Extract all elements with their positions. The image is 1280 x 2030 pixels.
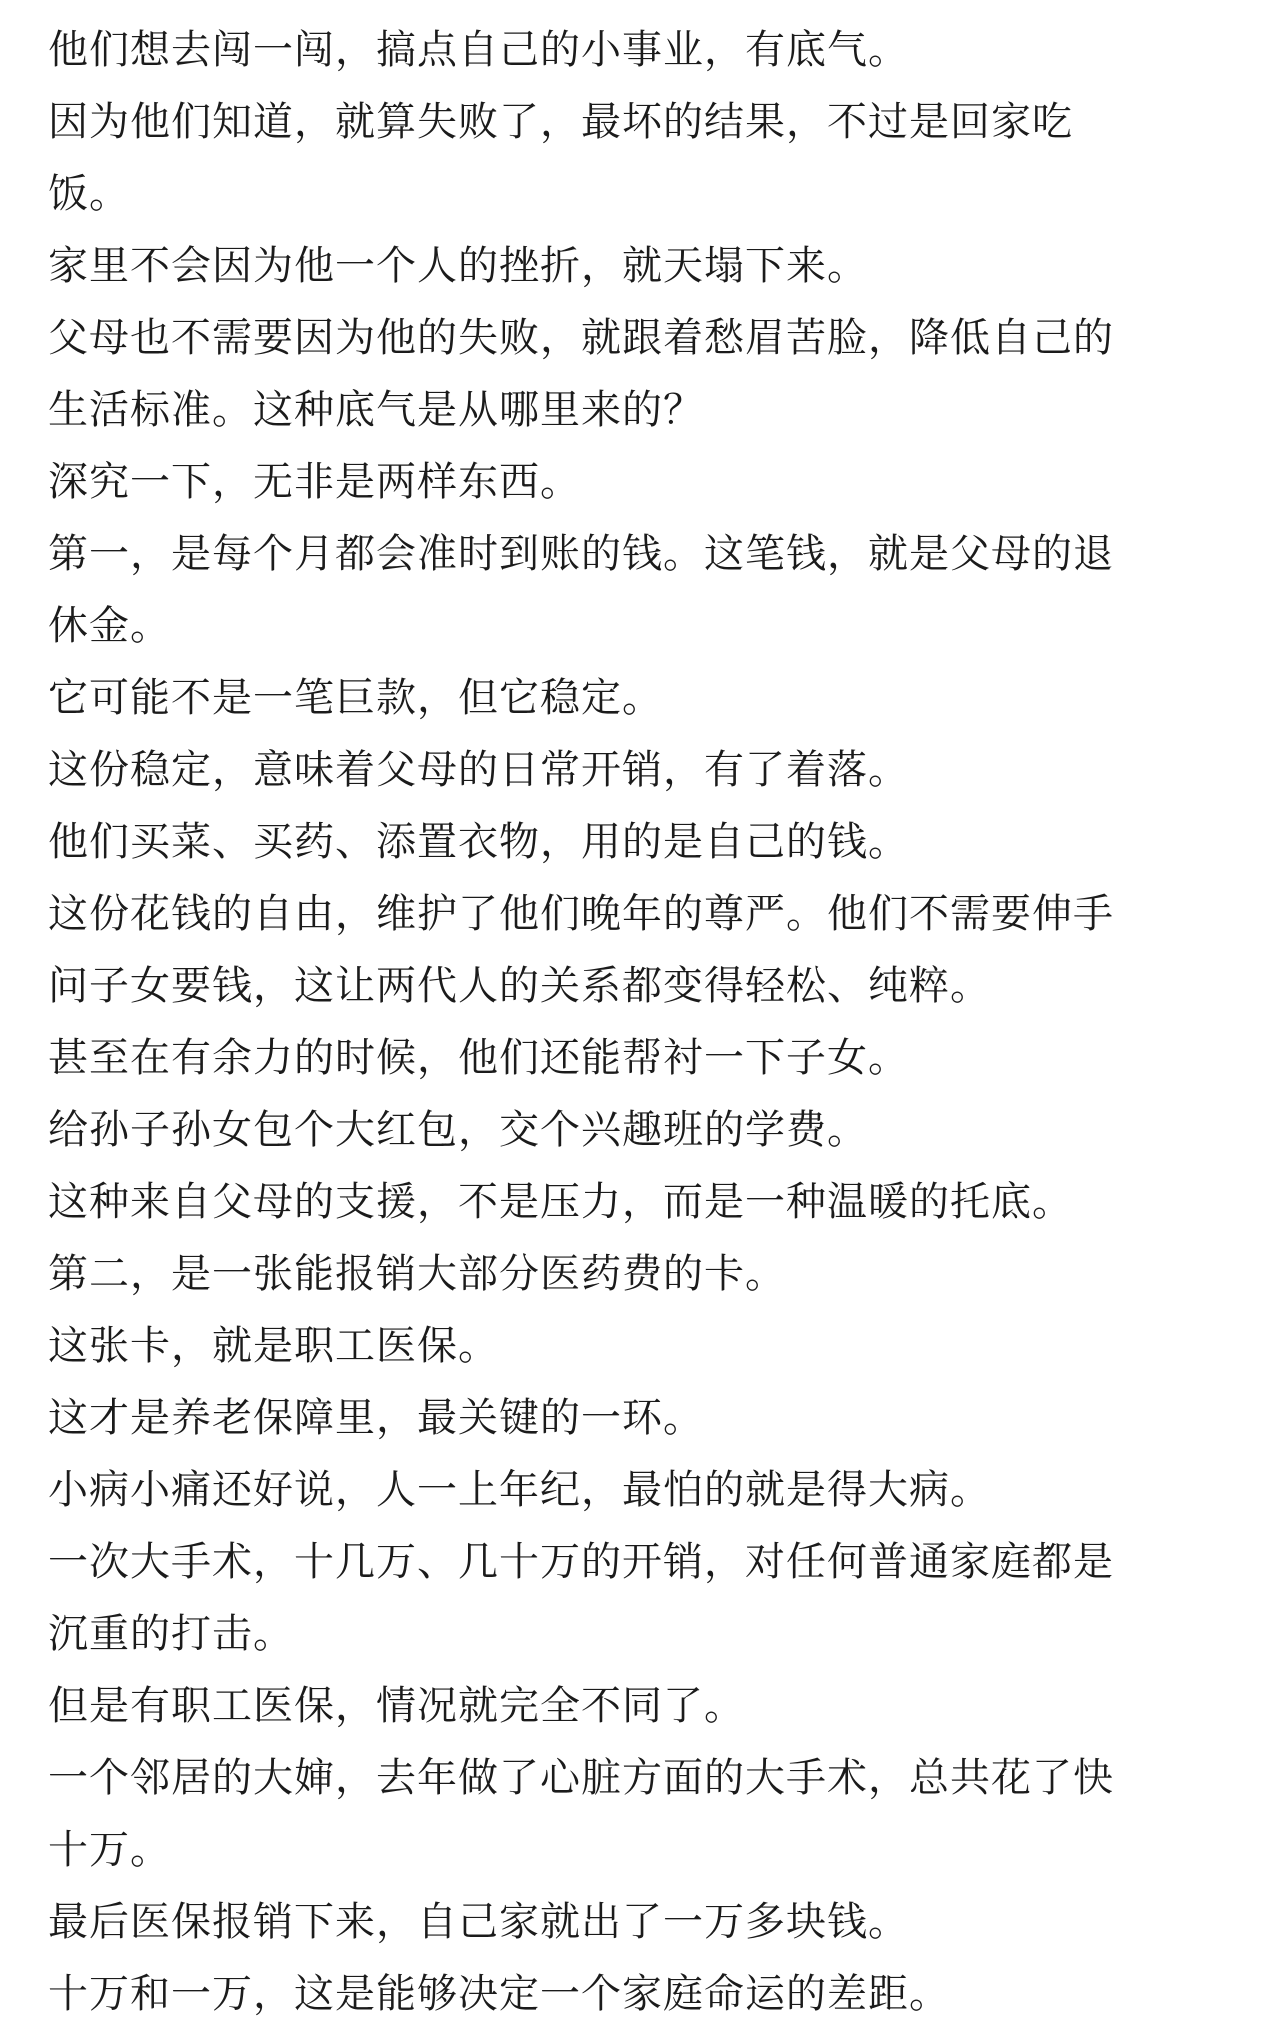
text-line: 这张卡，就是职工医保。 — [48, 1323, 499, 1369]
text-line: 但是有职工医保，情况就完全不同了。 — [48, 1683, 745, 1729]
text-line: 小病小痛还好说，人一上年纪，最怕的就是得大病。 — [48, 1467, 991, 1513]
text-line: 沉重的打击。 — [48, 1611, 294, 1657]
text-line: 第二，是一张能报销大部分医药费的卡。 — [48, 1251, 786, 1297]
text-line: 休金。 — [48, 603, 171, 649]
text-line: 他们想去闯一闯，搞点自己的小事业，有底气。 — [48, 27, 909, 73]
article-body — [48, 14, 1228, 2030]
text-line: 家里不会因为他一个人的挫折，就天塌下来。 — [48, 243, 868, 289]
text-line: 他们买菜、买药、添置衣物，用的是自己的钱。 — [48, 819, 909, 865]
text-line: 这份稳定，意味着父母的日常开销，有了着落。 — [48, 747, 909, 793]
text-line: 这份花钱的自由，维护了他们晚年的尊严。他们不需要伸手 — [48, 891, 1114, 937]
text-line: 问子女要钱，这让两代人的关系都变得轻松、纯粹。 — [48, 963, 991, 1009]
text-line: 一个邻居的大婶，去年做了心脏方面的大手术，总共花了快 — [48, 1755, 1114, 1801]
text-line: 饭。 — [48, 171, 130, 217]
text-line: 最后医保报销下来，自己家就出了一万多块钱。 — [48, 1899, 909, 1945]
text-line: 十万和一万，这是能够决定一个家庭命运的差距。 — [48, 1971, 950, 2017]
text-line: 父母也不需要因为他的失败，就跟着愁眉苦脸，降低自己的 — [48, 315, 1114, 361]
text-line: 甚至在有余力的时候，他们还能帮衬一下子女。 — [48, 1035, 909, 1081]
text-line: 生活标准。这种底气是从哪里来的？ — [48, 387, 704, 433]
text-line: 给孙子孙女包个大红包，交个兴趣班的学费。 — [48, 1107, 868, 1153]
text-line: 这种来自父母的支援，不是压力，而是一种温暖的托底。 — [48, 1179, 1073, 1225]
text-line: 因为他们知道，就算失败了，最坏的结果，不过是回家吃 — [48, 99, 1073, 145]
text-line: 这才是养老保障里，最关键的一环。 — [48, 1395, 704, 1441]
text-line: 十万。 — [48, 1827, 171, 1873]
text-line: 一次大手术，十几万、几十万的开销，对任何普通家庭都是 — [48, 1539, 1114, 1585]
text-line: 第一，是每个月都会准时到账的钱。这笔钱，就是父母的退 — [48, 531, 1114, 577]
text-line: 它可能不是一笔巨款，但它稳定。 — [48, 675, 663, 721]
text-line: 深究一下，无非是两样东西。 — [48, 459, 581, 505]
